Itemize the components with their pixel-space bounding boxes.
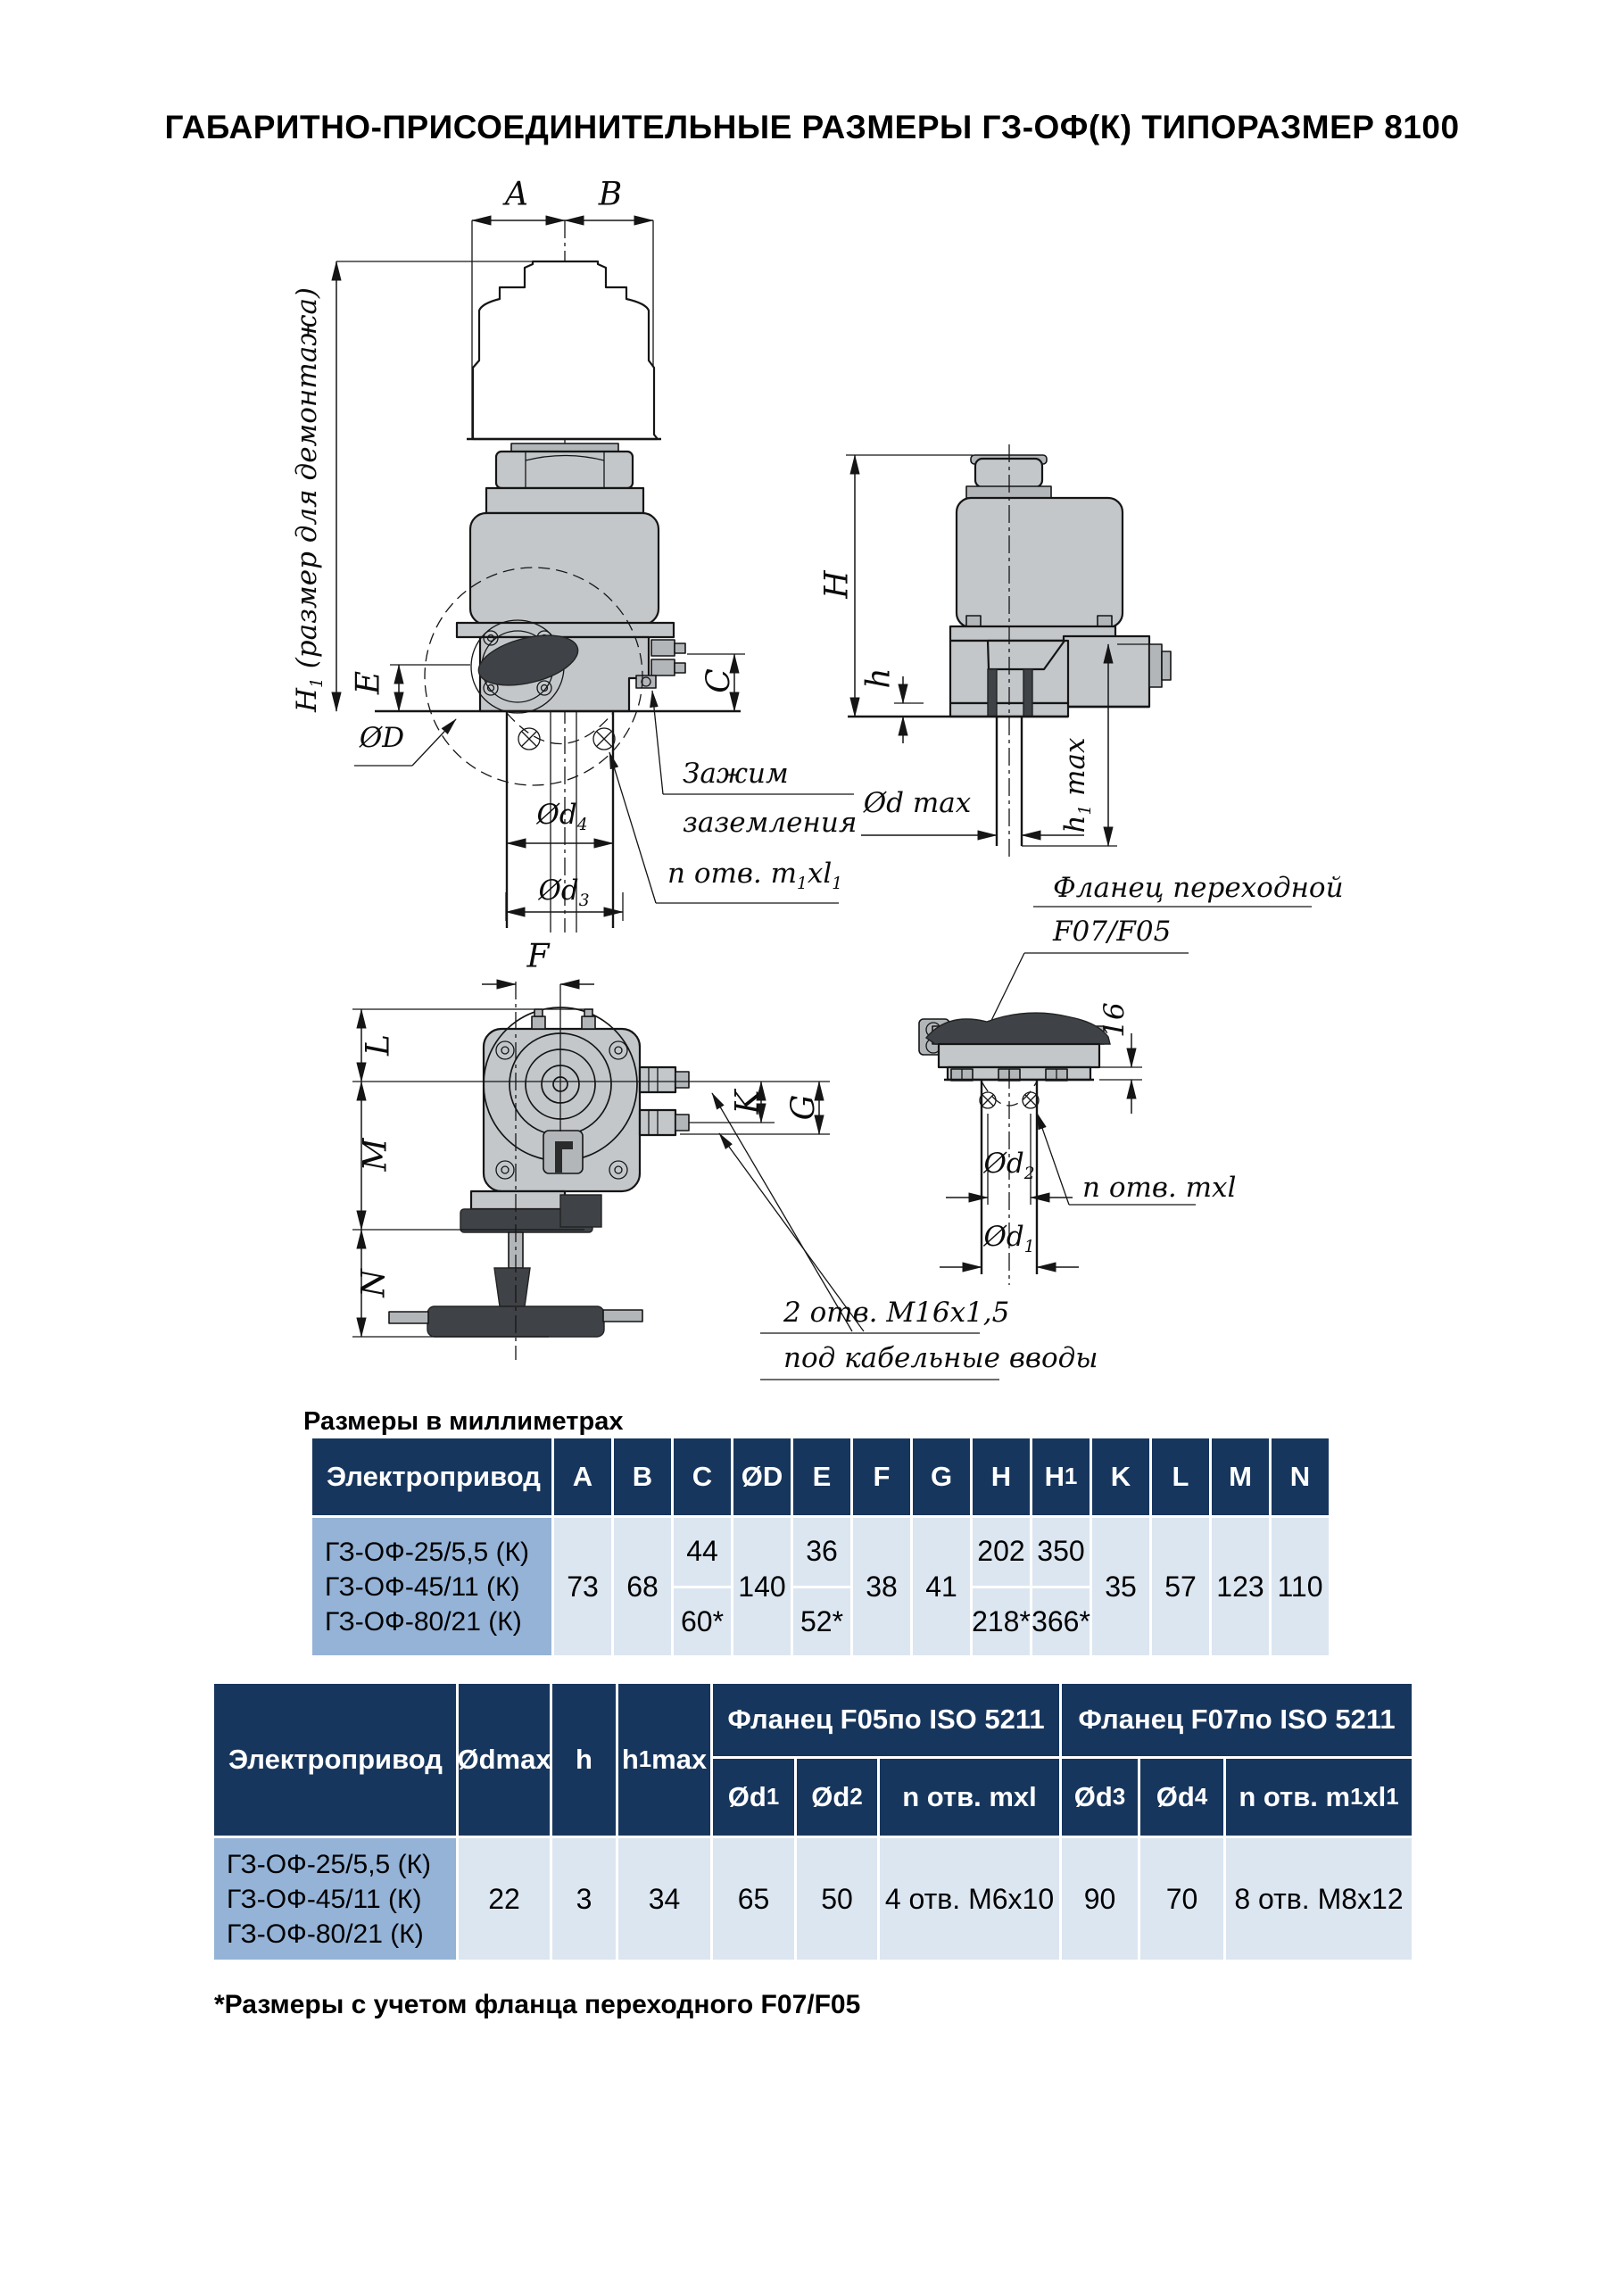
dim-label-f: F bbox=[526, 938, 550, 975]
callout-adapter-flange-line2: F07/F05 bbox=[1053, 916, 1172, 948]
t2-value-phid-max: 22 bbox=[459, 1838, 550, 1960]
t2-value-h: 3 bbox=[552, 1838, 616, 1960]
t1-value-h-top: 202 bbox=[973, 1518, 1030, 1586]
t2-value-h1-max: 34 bbox=[618, 1838, 710, 1960]
t1-header-a: A bbox=[554, 1438, 611, 1515]
t1-header-f: F bbox=[853, 1438, 910, 1515]
t1-value-m: 123 bbox=[1212, 1518, 1269, 1655]
t2-value-phid3: 90 bbox=[1062, 1838, 1138, 1960]
dim-label-c: C bbox=[700, 668, 738, 693]
t1-value-h-bottom: 218* bbox=[973, 1588, 1030, 1656]
t1-value-e-top: 36 bbox=[793, 1518, 850, 1586]
t2-header-flange-f05: Фланец F05 по ISO 5211 bbox=[713, 1684, 1059, 1756]
t1-value-f: 38 bbox=[853, 1518, 910, 1655]
dim-label-b: B bbox=[598, 176, 623, 213]
t1-model-2: ГЗ-ОФ-45/11 (К) bbox=[325, 1571, 520, 1602]
dim-label-phiD: ØD bbox=[359, 722, 405, 754]
flange-view-drawing bbox=[919, 1013, 1196, 1285]
table1-caption: Размеры в миллиметрах bbox=[303, 1407, 624, 1436]
t1-header-k: K bbox=[1092, 1438, 1149, 1515]
dim-label-phid2: $Ød_2$ bbox=[983, 1147, 1035, 1184]
t2-value-phid1: 65 bbox=[713, 1838, 794, 1960]
callout-adapter-flange-line1: Фланец переходной bbox=[1053, 872, 1344, 904]
t2-header-phid3: Ød 3 bbox=[1062, 1759, 1138, 1836]
callout-ground-clamp-line1: Зажим bbox=[683, 758, 789, 790]
t2-header-h1-max: h 1 max bbox=[618, 1684, 710, 1836]
t2-header-n-otv-mxl: n отв. mxl bbox=[880, 1759, 1059, 1836]
t1-header-h: H bbox=[973, 1438, 1030, 1515]
dim-label-phid1: $Ød_1$ bbox=[983, 1220, 1035, 1257]
dim-label-a: A bbox=[505, 176, 528, 213]
dim-label-phid-max: Ød max bbox=[863, 787, 972, 819]
callout-n-holes-mxl: n отв. mxl bbox=[1082, 1172, 1237, 1204]
callout-cable-entries-line2: под кабельные вводы bbox=[783, 1342, 1098, 1374]
t1-model-3: ГЗ-ОФ-80/21 (К) bbox=[325, 1606, 522, 1637]
dim-label-k: K bbox=[729, 1090, 766, 1115]
dim-label-n: N bbox=[355, 1269, 393, 1297]
t1-value-e-bottom: 52* bbox=[793, 1588, 850, 1656]
t1-value-a: 73 bbox=[554, 1518, 611, 1655]
t2-value-phid4: 70 bbox=[1140, 1838, 1223, 1960]
t2-header-h: h bbox=[552, 1684, 616, 1836]
t1-model-1: ГЗ-ОФ-25/5,5 (К) bbox=[325, 1537, 530, 1567]
dim-label-phid3: $Ød_3$ bbox=[538, 874, 590, 911]
dim-label-h: h bbox=[860, 667, 898, 689]
dim-label-l: L bbox=[360, 1034, 397, 1056]
t1-value-c-top: 44 bbox=[674, 1518, 731, 1586]
t1-value-c bbox=[674, 1518, 731, 1655]
dim-label-g: G bbox=[785, 1094, 823, 1121]
t1-header-phiD: ØD bbox=[733, 1438, 791, 1515]
callout-cable-entries-line1: 2 отв. M16x1,5 bbox=[783, 1297, 1010, 1329]
t2-header-n-otv-m1xl1: n отв. m 1 xl 1 bbox=[1226, 1759, 1412, 1836]
t2-value-phid2: 50 bbox=[797, 1838, 877, 1960]
t2-header-phid4: Ød 4 bbox=[1140, 1759, 1223, 1836]
t1-value-l: 57 bbox=[1152, 1518, 1209, 1655]
t1-header-e: E bbox=[793, 1438, 850, 1515]
dimensions-table bbox=[312, 1438, 1329, 1655]
t1-model-cell bbox=[312, 1518, 551, 1655]
t1-value-h bbox=[973, 1518, 1030, 1655]
t1-value-h1 bbox=[1032, 1518, 1090, 1655]
t1-value-n: 110 bbox=[1272, 1518, 1329, 1655]
dim-label-m: M bbox=[357, 1138, 394, 1172]
dim-label-h1-dismantle: $H_1$ (размер для демонтажа) bbox=[290, 286, 327, 713]
t1-value-e bbox=[793, 1518, 850, 1655]
t1-header-c: C bbox=[674, 1438, 731, 1515]
t1-header-h1: H 1 bbox=[1032, 1438, 1090, 1515]
dim-label-H: H bbox=[818, 570, 856, 599]
t2-model-3: ГЗ-ОФ-80/21 (К) bbox=[227, 1919, 424, 1949]
t1-header-b: B bbox=[614, 1438, 671, 1515]
t1-value-phiD: 140 bbox=[733, 1518, 791, 1655]
t1-header-m: M bbox=[1212, 1438, 1269, 1515]
t2-model-cell bbox=[214, 1838, 456, 1960]
t1-value-b: 68 bbox=[614, 1518, 671, 1655]
t2-model-2: ГЗ-ОФ-45/11 (К) bbox=[227, 1884, 422, 1914]
page-title: ГАБАРИТНО-ПРИСОЕДИНИТЕЛЬНЫЕ РАЗМЕРЫ ГЗ-ОФ(К) ТИПОРАЗМЕР 8100 bbox=[164, 109, 1460, 145]
t1-header-l: L bbox=[1152, 1438, 1209, 1515]
t1-value-h1-top: 350 bbox=[1032, 1518, 1090, 1586]
t1-header-g: G bbox=[913, 1438, 970, 1515]
t1-value-c-bottom: 60* bbox=[674, 1588, 731, 1656]
t2-value-n-otv-mxl: 4 отв. M6x10 bbox=[880, 1838, 1059, 1960]
t1-value-g: 41 bbox=[913, 1518, 970, 1655]
t2-header-phid-max: Ød max bbox=[459, 1684, 550, 1836]
footnote: *Размеры с учетом фланца переходного F07/F05 bbox=[214, 1990, 861, 2019]
t2-header-flange-f07: Фланец F07 по ISO 5211 bbox=[1062, 1684, 1412, 1756]
callout-ground-clamp-line2: заземления bbox=[683, 807, 858, 839]
t1-value-k: 35 bbox=[1092, 1518, 1149, 1655]
t1-header-n: N bbox=[1272, 1438, 1329, 1515]
dim-label-phid4: $Ød_4$ bbox=[536, 798, 588, 835]
t1-header-model: Электропривод bbox=[312, 1438, 551, 1515]
t2-header-phid1: Ød 1 bbox=[713, 1759, 794, 1836]
dim-label-e: E bbox=[350, 670, 387, 695]
t2-header-phid2: Ød 2 bbox=[797, 1759, 877, 1836]
callout-n-holes-m1xl1: n отв. $m_1xl_1$ bbox=[667, 857, 843, 894]
flange-table bbox=[214, 1684, 1412, 1960]
t2-header-model: Электропривод bbox=[214, 1684, 456, 1836]
dim-label-16: 16 bbox=[1098, 1002, 1131, 1038]
t2-model-1: ГЗ-ОФ-25/5,5 (К) bbox=[227, 1849, 432, 1879]
t2-value-n-otv-m1xl1: 8 отв. M8x12 bbox=[1226, 1838, 1412, 1960]
dim-label-h1-max: $h_1$ max bbox=[1058, 737, 1096, 833]
t1-value-h1-bottom: 366* bbox=[1032, 1588, 1090, 1656]
